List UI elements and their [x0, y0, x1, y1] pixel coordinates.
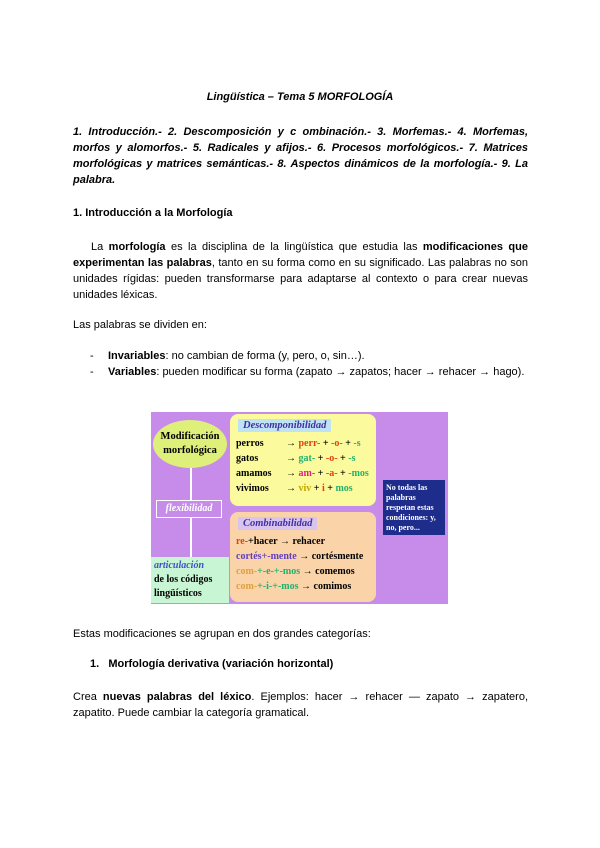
paragraph	[73, 689, 528, 721]
result: → comemos	[300, 566, 355, 577]
list-item: - Invariables: no cambian de forma (y, pero, o, sin…).	[90, 350, 365, 362]
combination-row	[236, 579, 376, 594]
morph: perr-	[298, 438, 321, 449]
text: es la disciplina de la lingüística que estudia las	[165, 241, 423, 253]
combination-row	[236, 534, 376, 549]
list-item: - Variables: pueden modificar su forma (zapato → zapatos; hacer → rehacer → hago).	[90, 366, 525, 378]
paragraph-intro	[73, 239, 528, 303]
text: de los códigos lingüísticos	[154, 574, 213, 599]
section-heading: 1. Introducción a la Morfología	[73, 207, 233, 219]
plus: +	[342, 438, 354, 449]
text: articulación	[154, 560, 205, 571]
morph: -a-	[325, 468, 338, 479]
plus: +	[337, 468, 349, 479]
combination-row	[236, 564, 376, 579]
decomposition-row: gatos → gat- + -o- + -s	[236, 453, 356, 464]
word: gatos	[236, 453, 259, 464]
plus: +	[311, 483, 322, 494]
morph: -o-	[331, 438, 343, 449]
articulation-box	[151, 557, 229, 603]
document-title: Lingüística – Tema 5 MORFOLOGÍA	[206, 91, 394, 103]
note-box: No todas las palabras respetan estas condiciones: y, no, pero...	[383, 480, 445, 535]
morph: re-	[236, 536, 249, 547]
box-title: Combinabilidad	[238, 517, 317, 530]
morph: mos	[335, 483, 353, 494]
word: perros	[236, 438, 264, 449]
text: morfología	[108, 241, 166, 253]
text: Morfología derivativa (variación horizontal)	[108, 658, 334, 670]
morph: -mente	[267, 551, 297, 562]
box-title: Descomponibilidad	[238, 419, 331, 432]
decomposition-row: perros → perr- + -o- + -s	[236, 438, 361, 449]
plus: +	[320, 438, 332, 449]
morph: -s	[348, 453, 356, 464]
word: amamos	[236, 468, 272, 479]
table-of-contents: 1. Introducción.- 2. Descomposición y c ombinación.- 3. Morfemas.- 4. Morfemas, morfos y alomorfos.- 5. Radicales y afijos.- 6. Procesos morfológicos.- 7. Matrices morfológicas y matrices semánticas.- 8. Aspectos dinámicos de la morfología.- 9. La palabra.	[73, 126, 528, 186]
term: Variables	[108, 366, 157, 378]
text: : pueden modificar su forma (zapato → zapatos; hacer → rehacer → hago).	[156, 366, 525, 378]
text: modificaciones que experimentan las palabras	[73, 241, 528, 269]
morphology-diagram	[151, 412, 448, 604]
combination-row	[236, 549, 376, 564]
decomposition-row: amamos → am- + -a- + -mos	[236, 468, 369, 479]
word: vivimos	[236, 483, 269, 494]
term: Invariables	[108, 350, 166, 362]
plus: +	[337, 453, 349, 464]
morph: -s	[353, 438, 361, 449]
decomposability-box	[230, 414, 376, 506]
result: → comimos	[298, 581, 352, 592]
morph: viv	[298, 483, 312, 494]
morph: am-	[298, 468, 316, 479]
plus: +	[315, 453, 326, 464]
morph: i	[321, 483, 325, 494]
combinability-box	[230, 512, 376, 602]
text: Crea	[73, 691, 103, 703]
text: : no cambian de forma (y, pero, o, sin…).	[165, 350, 365, 362]
morph: com-	[236, 581, 258, 592]
plus: +	[315, 468, 326, 479]
morph: -mos	[348, 468, 369, 479]
result: → cortésmente	[296, 551, 364, 562]
text: , tanto en su forma como en su significado. Las palabras no son unidades rígidas: pueden transformarse para adaptarse al contexto o para crear nuevas unidades léxicas.	[73, 257, 528, 301]
paragraph: Estas modificaciones se agrupan en dos grandes categorías:	[73, 628, 371, 640]
number: 1.	[90, 658, 100, 670]
morph: +-e-+-mos	[257, 566, 301, 577]
plus: +	[324, 483, 336, 494]
morph: com-	[236, 566, 258, 577]
diagram-oval: Modificación morfológica	[153, 420, 227, 468]
text: nuevas palabras del léxico	[102, 691, 252, 703]
paragraph: Las palabras se dividen en:	[73, 319, 207, 331]
morph: gat-	[298, 453, 316, 464]
morph: +hacer	[248, 536, 278, 547]
morph: +-i-+-mos	[257, 581, 299, 592]
subheading	[90, 658, 333, 670]
text: . Ejemplos: hacer → rehacer — zapato → zapatero, zapatito. Puede cambiar la categoría gramatical.	[73, 691, 528, 719]
morph: -o-	[325, 453, 338, 464]
morph: cortés+	[236, 551, 268, 562]
flexibility-label: flexibilidad	[156, 500, 222, 518]
text: La	[91, 241, 109, 253]
result: → rehacer	[277, 536, 326, 547]
decomposition-row: vivimos → viv + i + mos	[236, 483, 353, 494]
